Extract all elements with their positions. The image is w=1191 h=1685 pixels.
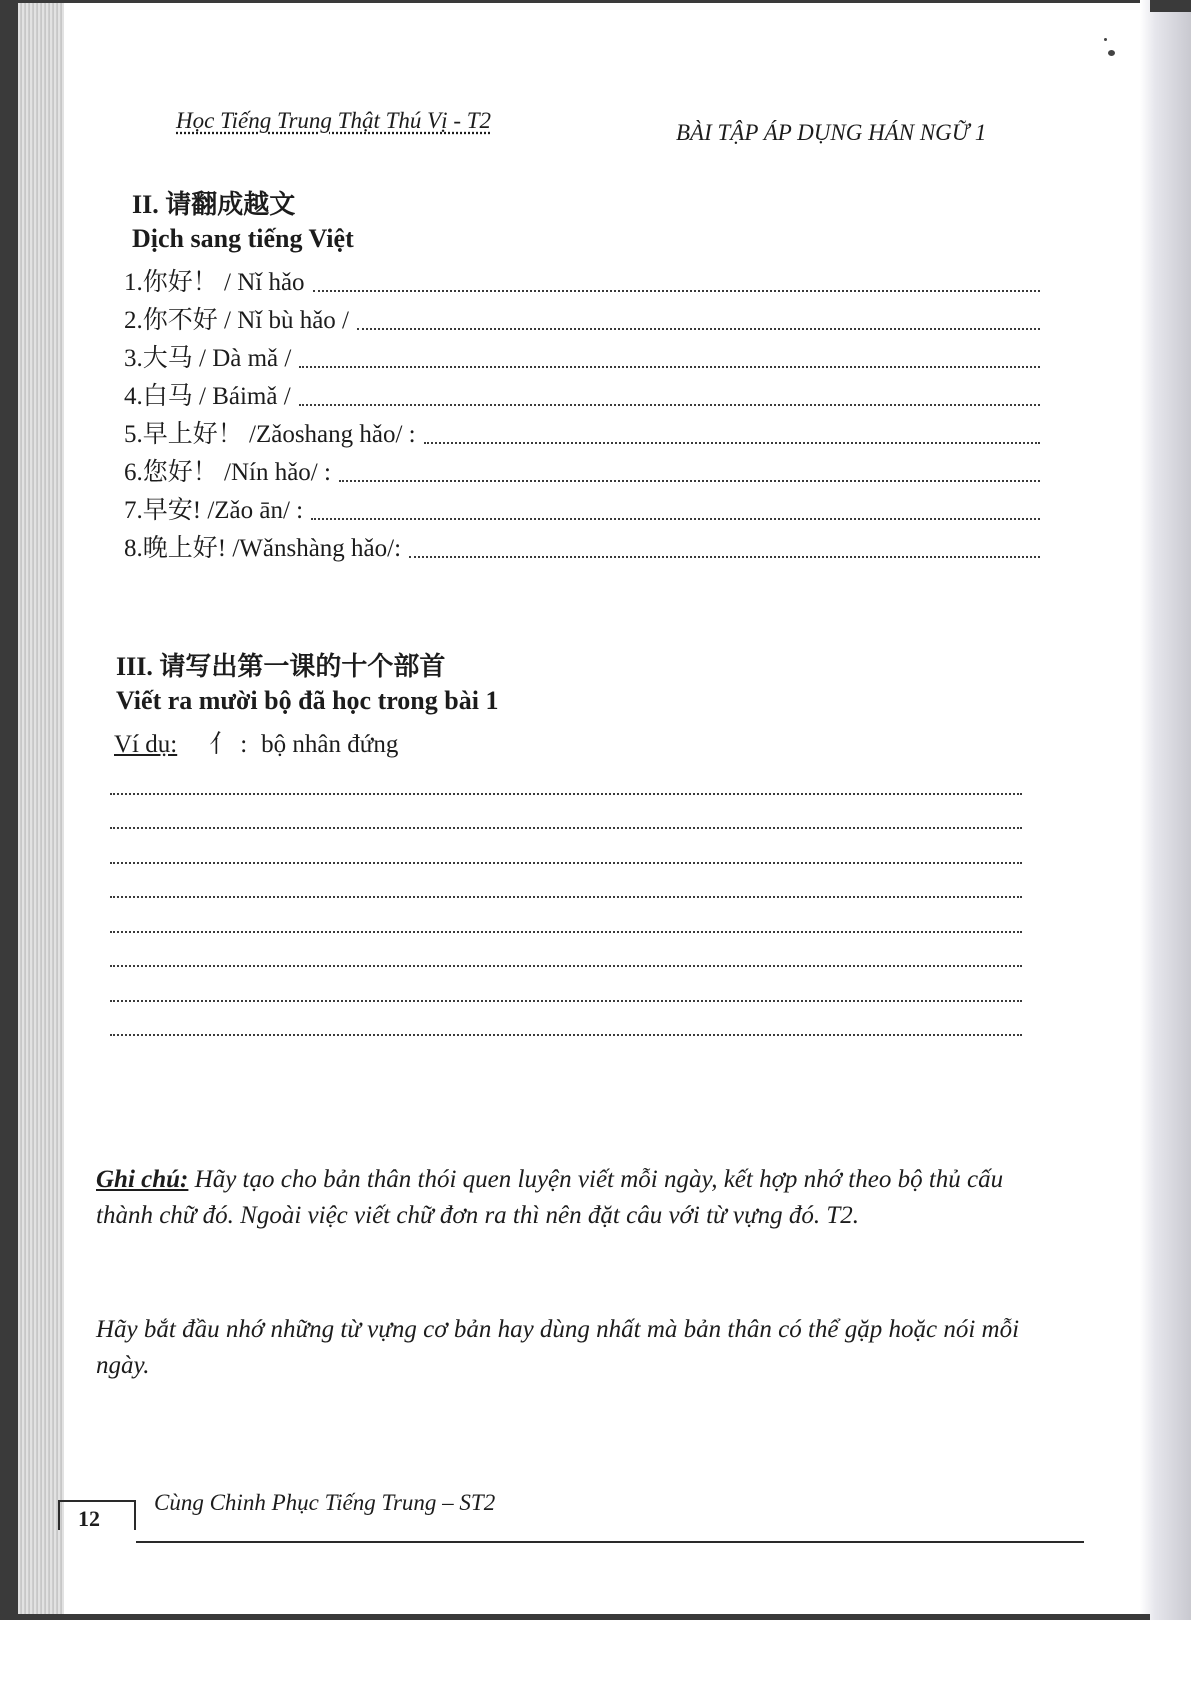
exercise-item: [124, 300, 1040, 338]
exercise-item: [124, 452, 1040, 490]
answer-line: [424, 442, 1040, 444]
answer-line: [299, 404, 1040, 406]
scan-speck: [1104, 38, 1107, 41]
answer-line: [299, 366, 1040, 368]
exercise-prompt: 5.早上好！ /Zǎoshang hǎo/ :: [124, 421, 416, 448]
note-label: Ghi chú:: [96, 1166, 189, 1193]
writing-line: [110, 760, 1022, 795]
footer-rule: [136, 1541, 1084, 1543]
exercise-prompt: 1.你好！ / Nǐ hǎo: [124, 269, 305, 296]
writing-line: [110, 829, 1022, 864]
translation-exercise-list: [124, 262, 1040, 566]
writing-line: [110, 933, 1022, 968]
exercise-prompt: 6.您好！ /Nín hǎo/ :: [124, 459, 331, 486]
scan-border-left: [0, 0, 18, 1620]
example-text: bộ nhân đứng: [261, 731, 399, 758]
writing-line: [110, 898, 1022, 933]
scan-border-bottom: [18, 1614, 1150, 1620]
exercise-item: [124, 338, 1040, 376]
section-2-subtitle: Dịch sang tiếng Việt: [132, 224, 354, 253]
exercise-item: [124, 528, 1040, 566]
note-paragraph: [96, 1162, 1020, 1234]
scan-border-corner: [1150, 0, 1191, 12]
note-text: Hãy tạo cho bản thân thói quen luyện viết mỗi ngày, kết hợp nhớ theo bộ thủ cấu thành chữ đó. Ngoài việc viết chữ đơn ra thì nên đặt câu với từ vựng đó. T2.: [96, 1166, 1004, 1229]
exercise-prompt: 4.白马 / Báimǎ /: [124, 383, 291, 410]
example-line: [114, 724, 398, 760]
answer-line: [409, 556, 1040, 558]
answer-line: [311, 518, 1040, 520]
book-spine-shadow: [1140, 0, 1191, 1620]
writing-line: [110, 967, 1022, 1002]
exercise-prompt: 3.大马 / Dà mǎ /: [124, 345, 292, 372]
running-header-right: BÀI TẬP ÁP DỤNG HÁN NGỮ 1: [676, 120, 987, 145]
note-paragraph-2: Hãy bắt đầu nhớ những từ vựng cơ bản hay dùng nhất mà bản thân có thể gặp hoặc nói mỗi ngày.: [96, 1316, 1020, 1379]
writing-line: [110, 864, 1022, 899]
exercise-item: [124, 262, 1040, 300]
writing-line: [110, 795, 1022, 830]
exercise-item: [124, 490, 1040, 528]
running-header-left: Học Tiếng Trung Thật Thú Vị - T2: [176, 108, 492, 133]
exercise-item: [124, 376, 1040, 414]
answer-line: [339, 480, 1040, 482]
section-3-subtitle: Viết ra mười bộ đã học trong bài 1: [116, 686, 499, 715]
radical-writing-lines: [110, 760, 1022, 1036]
book-page-stack: [18, 0, 64, 1620]
writing-line: [110, 1002, 1022, 1037]
page-number: 12: [58, 1500, 136, 1530]
answer-line: [357, 328, 1040, 330]
example-radical: 亻: [209, 731, 235, 758]
exercise-prompt: 2.你不好 / Nǐ bù hǎo /: [124, 307, 349, 334]
footer-text: Cùng Chinh Phục Tiếng Trung – ST2: [154, 1490, 496, 1515]
section-2-title: II. 请翻成越文: [132, 190, 296, 219]
exercise-prompt: 8.晚上好! /Wǎnshàng hǎo/:: [124, 535, 402, 562]
section-3-title: III. 请写出第一课的十个部首: [116, 652, 446, 681]
scan-speck: [1108, 50, 1115, 56]
exercise-item: [124, 414, 1040, 452]
example-label: Ví dụ:: [114, 731, 178, 758]
exercise-prompt: 7.早安! /Zǎo ān/ :: [124, 497, 304, 524]
example-separator: :: [240, 731, 248, 758]
answer-line: [313, 290, 1040, 292]
